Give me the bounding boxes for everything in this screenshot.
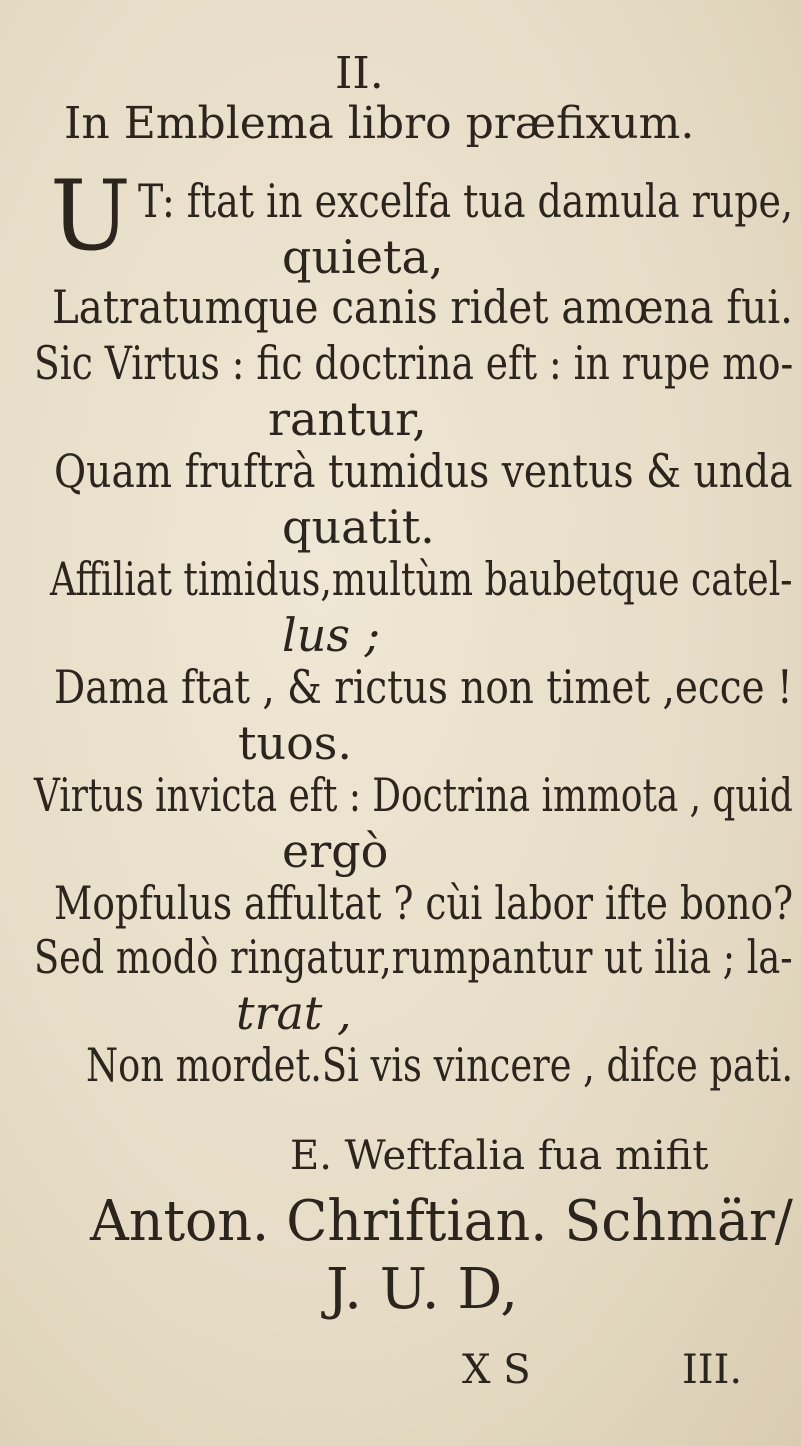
poem-line-10: Dama ftat , & rictus non timet ,ecce ! <box>54 660 793 714</box>
catchword-left: X S <box>462 1347 531 1393</box>
poem-line-12: Virtus invicta eft : Doctrina immota , quid <box>34 768 793 822</box>
catchword-right: III. <box>682 1347 743 1393</box>
poem-line-9: lus ; <box>282 608 381 662</box>
poem-line-4: Sic Virtus : fic doctrina eft : in rupe mo- <box>34 336 794 390</box>
page-number: II. <box>335 48 384 99</box>
author-initials: J. U. D, <box>326 1257 519 1322</box>
poem-line-3: Latratumque canis ridet amœna fui. <box>52 280 794 334</box>
poem-line-11: tuos. <box>238 716 353 770</box>
poem-line-15: Sed modò ringatur,rumpantur ut ilia ; la- <box>34 930 793 984</box>
poem-line-7: quatit. <box>282 500 435 554</box>
poem-line-16: trat , <box>236 986 352 1040</box>
poem-line-13: ergò <box>282 824 389 878</box>
poem-line-1: T: ftat in excelfa tua damula rupe, <box>138 174 794 228</box>
poem-line-14: Mopfulus affultat ? cùi labor ifte bono? <box>54 876 794 930</box>
author-name: Anton. Chriftian. Schmär/ <box>90 1189 793 1254</box>
drop-cap-letter: U <box>50 160 131 272</box>
poem-line-8: Affiliat timidus,multùm baubetque catel- <box>50 552 793 606</box>
poem-line-17: Non mordet.Si vis vincere , difce pati. <box>86 1038 794 1092</box>
poem-line-2: quieta, <box>282 230 444 284</box>
poem-line-5: rantur, <box>268 392 427 446</box>
page-title: In Emblema libro præfixum. <box>64 98 695 149</box>
poem-line-6: Quam fruftrà tumidus ventus & unda <box>54 444 793 498</box>
signature-line: E. Weftfalia fua mifit <box>290 1133 709 1179</box>
